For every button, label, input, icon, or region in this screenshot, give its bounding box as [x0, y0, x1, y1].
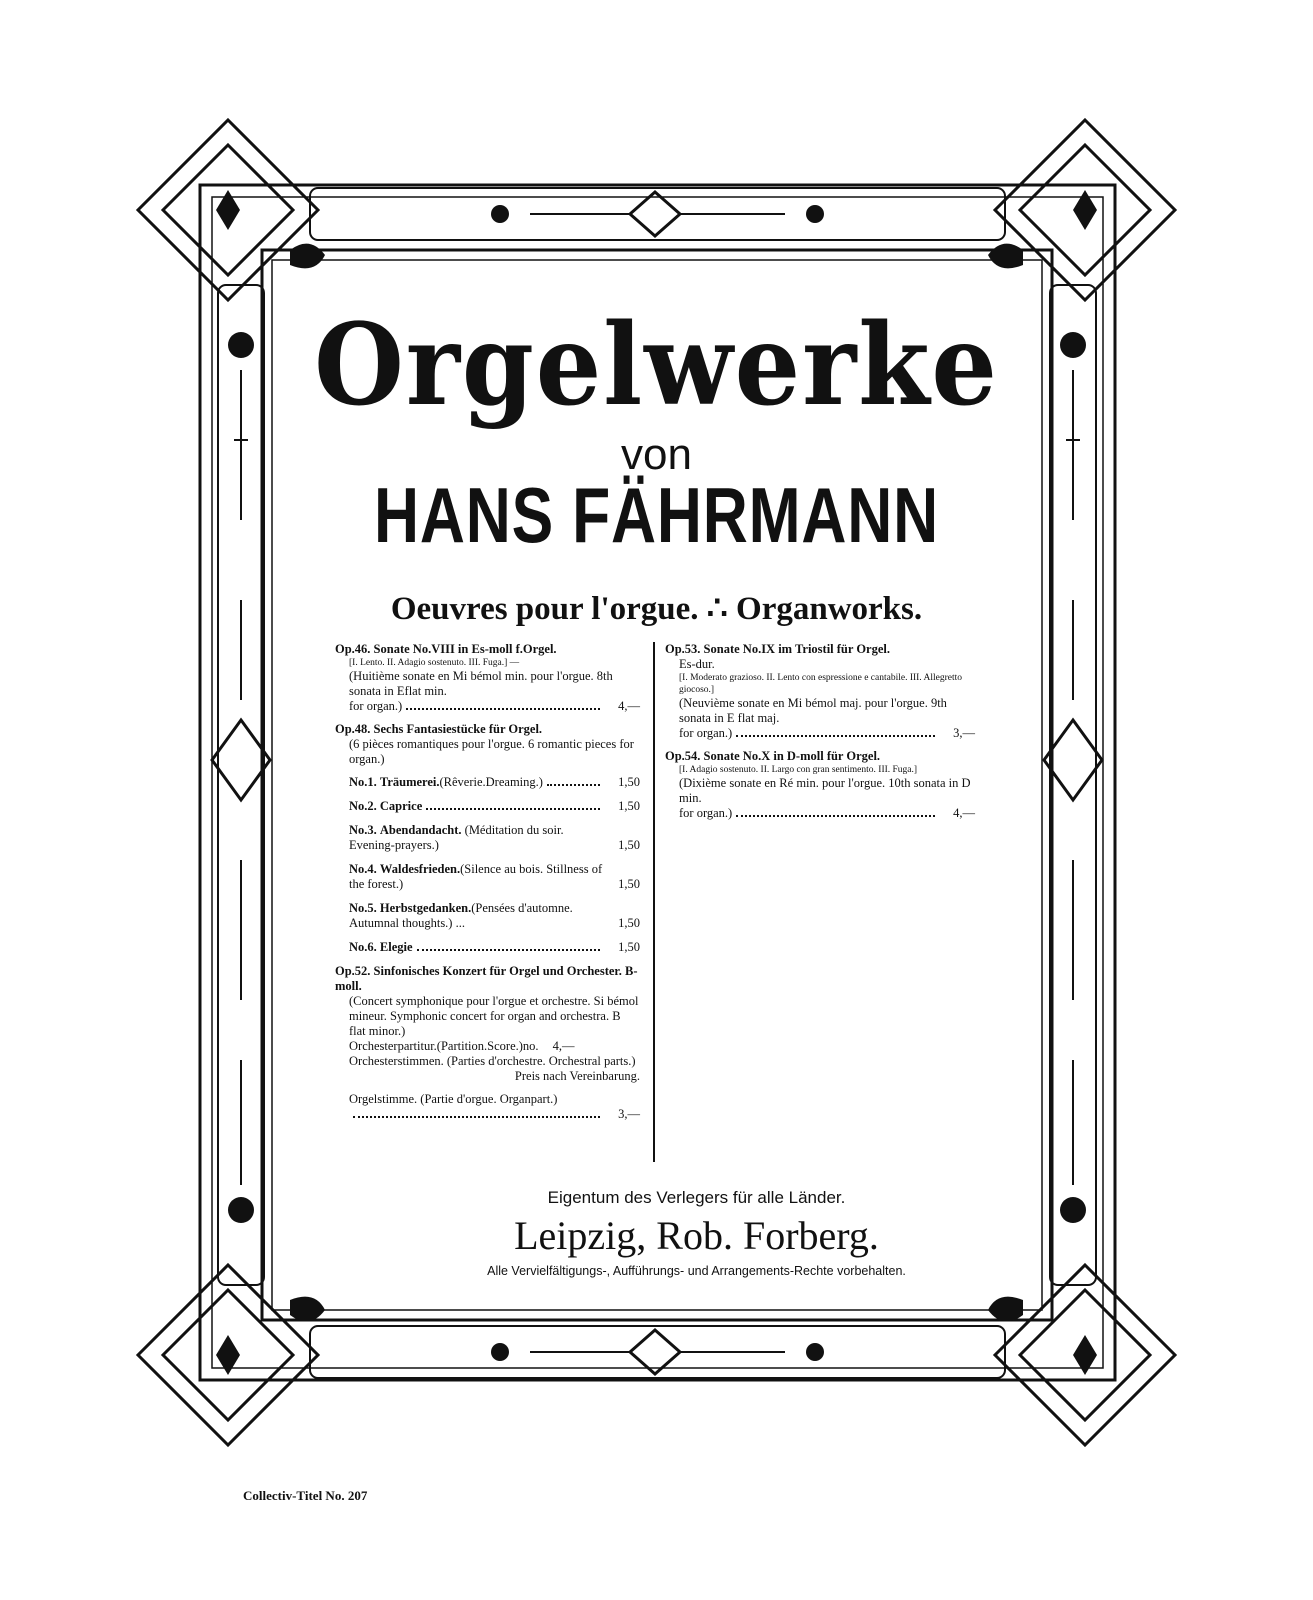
- price: 3,—: [618, 1107, 640, 1121]
- leader-dots: [406, 699, 600, 710]
- page-title: Orgelwerke: [314, 300, 999, 431]
- entry-op54: [665, 749, 975, 821]
- parts-label: Orchesterstimmen. (Parties d'orchestre. Orchestral parts.): [349, 1054, 636, 1068]
- price-line: [665, 806, 975, 821]
- item-number: No.3.: [349, 823, 377, 837]
- price-label: for organ.): [679, 806, 733, 820]
- rights-reserved: Alle Vervielfältigungs-, Aufführungs- und Arrangements-Rechte vorbehalten.: [487, 1264, 906, 1278]
- item-title: Waldesfrieden.: [379, 862, 461, 876]
- catalog-number: Collectiv-Titel No. 207: [243, 1488, 368, 1503]
- entry-heading: Op.52. Sinfonisches Konzert für Orgel und Orchester. B-moll.: [335, 964, 638, 993]
- item-detail: (Rêverie.Dreaming.): [439, 775, 543, 789]
- publisher-name: Leipzig, Rob. Forberg.: [514, 1213, 879, 1258]
- entry-key: Es-dur.: [679, 657, 715, 671]
- column-divider: [653, 642, 655, 1162]
- left-column: [335, 642, 640, 1130]
- title-von: von: [621, 430, 692, 479]
- price: 3,—: [953, 726, 975, 740]
- leader-dots: [547, 784, 600, 786]
- price-line: [665, 726, 975, 741]
- entry-op48: [335, 722, 640, 767]
- price: 1,50: [618, 916, 640, 930]
- movements: [I. Adagio sostenuto. II. Largo con gran sentimento. III. Fuga.]: [679, 765, 918, 775]
- leader-dots: [426, 808, 600, 810]
- item-number: No.6.: [349, 940, 377, 954]
- list-item: [335, 862, 640, 892]
- composer-name: HANS FÄHRMANN: [373, 471, 940, 559]
- price: 1,50: [618, 775, 640, 789]
- price-line: [335, 1107, 640, 1122]
- entry-description: (Dixième sonate en Ré min. pour l'orgue. 10th sonata in D min.: [679, 776, 971, 805]
- organ-part-label: Orgelstimme. (Partie d'orgue. Organpart.): [349, 1092, 558, 1106]
- leader-dots: [736, 806, 935, 817]
- item-number: No.4.: [349, 862, 377, 876]
- list-item: [335, 775, 640, 790]
- movements: [I. Lento. II. Adagio sostenuto. III. Fuga.] —: [349, 658, 520, 668]
- price-label: for organ.): [679, 726, 733, 740]
- item-title: Herbstgedanken.: [379, 901, 472, 915]
- leader-dots: [736, 726, 935, 737]
- entry-description: (6 pièces romantiques pour l'orgue. 6 romantic pieces for organ.): [349, 737, 634, 766]
- item-title: Elegie: [379, 940, 413, 954]
- list-item: [335, 823, 640, 853]
- list-item: [335, 940, 640, 955]
- item-title: Caprice: [379, 799, 423, 813]
- entry-description: (Huitième sonate en Mi bémol min. pour l'orgue. 8th sonata in Eflat min.: [349, 669, 613, 698]
- price-line: [335, 1039, 640, 1054]
- price-label: for organ.): [349, 699, 403, 713]
- item-detail: (Silence au bois. Stillness of the forest.): [349, 862, 603, 891]
- price: 1,50: [618, 838, 640, 852]
- entry-heading: Op.53. Sonate No.IX im Triostil für Orgel.: [665, 642, 890, 656]
- list-item: [335, 799, 640, 814]
- movements: [I. Moderato grazioso. II. Lento con espressione e cantabile. III. Allegretto giocoso.]: [679, 673, 963, 695]
- list-item: [335, 901, 640, 931]
- item-number: No.5.: [349, 901, 377, 915]
- entry-heading: Op.46. Sonate No.VIII in Es-moll f.Orgel.: [335, 642, 557, 656]
- price: 4,—: [618, 699, 640, 713]
- item-detail: (Méditation du soir. Evening-prayers.): [349, 823, 564, 852]
- entry-description: (Concert symphonique pour l'orgue et orchestre. Si bémol mineur. Symphonic concert for organ and orchestra. B flat minor.): [349, 994, 639, 1038]
- leader-dots: [353, 1107, 600, 1118]
- item-detail: (Pensées d'automne. Autumnal thoughts.) ...: [349, 901, 573, 930]
- leader-dots: [417, 949, 600, 951]
- entry-heading: Op.54. Sonate No.X in D-moll für Orgel.: [665, 749, 881, 763]
- item-title: Träumerei.: [379, 775, 440, 789]
- subtitle: Oeuvres pour l'orgue. ∴ Organworks.: [390, 591, 923, 627]
- publisher-rights: Eigentum des Verlegers für alle Länder.: [547, 1188, 846, 1207]
- item-title: Abendandacht.: [379, 823, 462, 837]
- entry-description: (Neuvième sonate en Mi bémol maj. pour l'orgue. 9th sonata in E flat maj.: [679, 696, 947, 725]
- parts-price: Preis nach Vereinbarung.: [514, 1069, 640, 1083]
- right-column: [665, 642, 975, 829]
- price: 1,50: [618, 940, 640, 954]
- entry-heading: Op.48. Sechs Fantasiestücke für Orgel.: [335, 722, 543, 736]
- entry-op46: [335, 642, 640, 714]
- entry-op53: [665, 642, 975, 741]
- price: 4,—: [552, 1039, 575, 1053]
- score-label: Orchesterpartitur.(Partition.Score.)no.: [349, 1039, 539, 1053]
- item-number: No.2.: [349, 799, 377, 813]
- item-number: No.1.: [349, 775, 377, 789]
- price-line: [335, 699, 640, 714]
- price: 4,—: [953, 806, 975, 820]
- entry-op52: [335, 964, 640, 1122]
- price: 1,50: [618, 877, 640, 891]
- price: 1,50: [618, 799, 640, 813]
